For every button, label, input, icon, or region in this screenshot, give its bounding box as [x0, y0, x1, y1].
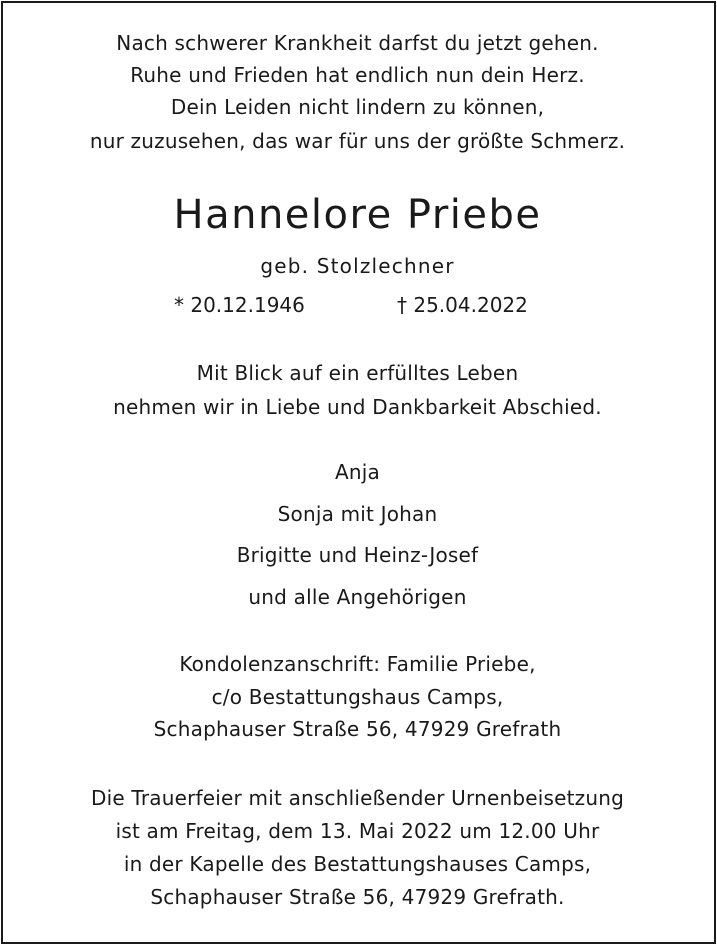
- service-info-line: Die Trauerfeier mit anschließender Urnenbeisetzung: [90, 786, 625, 810]
- verse-line: Dein Leiden nicht lindern zu können,: [170, 95, 545, 119]
- farewell-line: Mit Blick auf ein erfülltes Leben: [196, 361, 519, 385]
- condolence-address-line: c/o Bestattungshaus Camps,: [211, 685, 504, 709]
- mourner-name: Sonja mit Johan: [277, 502, 438, 526]
- mourner-name: Anja: [335, 460, 380, 484]
- birth-date: * 20.12.1946: [174, 293, 305, 317]
- verse-line: Nach schwerer Krankheit darfst du jetzt gehen.: [116, 31, 599, 55]
- deceased-name: Hannelore Priebe: [173, 192, 542, 238]
- condolence-address-line: Kondolenzanschrift: Familie Priebe,: [179, 652, 536, 676]
- service-info-line: Schaphauser Straße 56, 47929 Grefrath.: [150, 885, 565, 909]
- verse-line: nur zuzusehen, das war für uns der größte Schmerz.: [89, 129, 626, 153]
- maiden-name: geb. Stolzlechner: [260, 254, 455, 278]
- service-info-line: ist am Freitag, dem 13. Mai 2022 um 12.00 Uhr: [115, 819, 600, 843]
- farewell-line: nehmen wir in Liebe und Dankbarkeit Abschied.: [113, 395, 602, 419]
- condolence-address-line: Schaphauser Straße 56, 47929 Grefrath: [153, 717, 562, 741]
- death-date: † 25.04.2022: [397, 293, 528, 317]
- service-info-line: in der Kapelle des Bestattungshauses Camps,: [123, 852, 592, 876]
- mourner-name: und alle Angehörigen: [248, 585, 467, 609]
- verse-line: Ruhe und Frieden hat endlich nun dein Herz.: [130, 63, 585, 87]
- mourner-name: Brigitte und Heinz-Josef: [236, 543, 479, 567]
